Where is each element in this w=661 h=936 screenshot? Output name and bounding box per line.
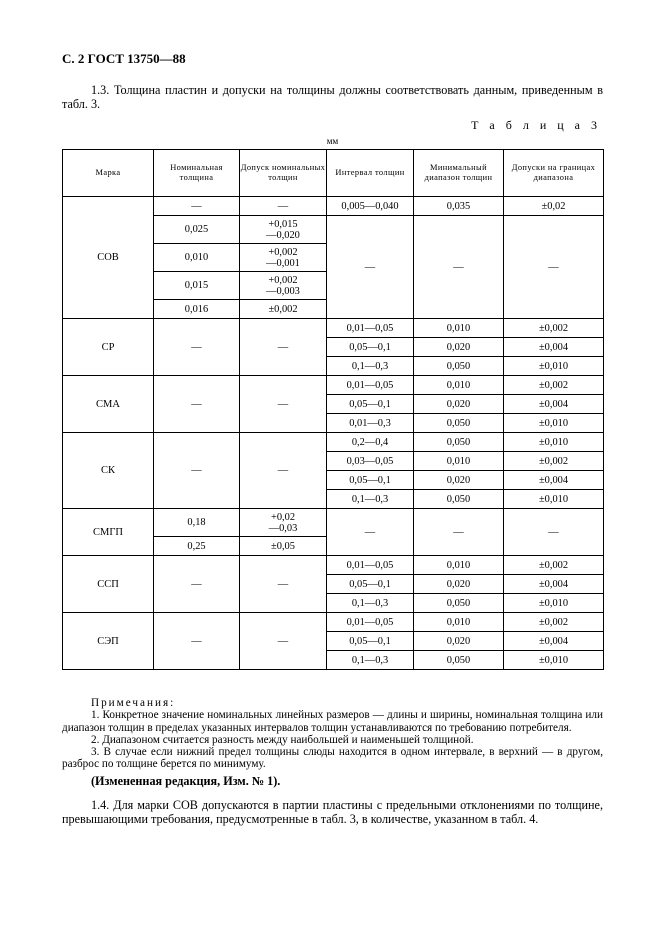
min-range-cell: — [414, 509, 504, 556]
thickness-table [62, 149, 604, 670]
tolerance-cell: ±0,002 [240, 300, 327, 319]
tolerance-cell: — [240, 319, 327, 376]
table-row [63, 376, 604, 395]
range-tolerance-cell: ±0,004 [504, 338, 604, 357]
range-tolerance-cell: ±0,004 [504, 471, 604, 490]
tolerance-cell: — [240, 197, 327, 216]
interval-cell: 0,05—0,1 [327, 575, 414, 594]
interval-cell: 0,01—0,05 [327, 556, 414, 575]
tolerance-cell [240, 509, 327, 537]
interval-cell: 0,03—0,05 [327, 452, 414, 471]
range-tolerance-cell: ±0,002 [504, 452, 604, 471]
interval-cell: 0,005—0,040 [327, 197, 414, 216]
table-row [63, 556, 604, 575]
range-tolerance-cell: ±0,002 [504, 319, 604, 338]
tolerance-cell: — [240, 556, 327, 613]
header-range-tolerance: Допуски на границах диапазона [504, 150, 604, 197]
nominal-cell: 0,010 [154, 244, 240, 272]
nominal-cell: — [154, 376, 240, 433]
tolerance-minus: —0,001 [266, 257, 300, 269]
tolerance-cell: ±0,05 [240, 537, 327, 556]
interval-cell: 0,01—0,05 [327, 376, 414, 395]
range-tolerance-cell: ±0,002 [504, 556, 604, 575]
interval-cell: — [327, 509, 414, 556]
nominal-cell: — [154, 613, 240, 670]
range-tolerance-cell: ±0,010 [504, 357, 604, 376]
range-tolerance-cell: ±0,010 [504, 594, 604, 613]
table-row [63, 613, 604, 632]
min-range-cell: 0,010 [414, 376, 504, 395]
range-tolerance-cell: ±0,010 [504, 433, 604, 452]
tolerance-cell: — [240, 376, 327, 433]
table-caption: Т а б л и ц а 3 [471, 118, 601, 132]
min-range-cell: 0,010 [414, 556, 504, 575]
interval-cell: 0,01—0,05 [327, 319, 414, 338]
tolerance-minus: —0,03 [268, 522, 298, 534]
interval-cell: 0,1—0,3 [327, 594, 414, 613]
range-tolerance-cell: — [504, 216, 604, 319]
header-mark: Марка [63, 150, 154, 197]
min-range-cell: 0,035 [414, 197, 504, 216]
min-range-cell: 0,020 [414, 395, 504, 414]
table-units: мм [326, 136, 339, 146]
notes-block [62, 697, 603, 771]
tolerance-plus: +0,02 [270, 511, 296, 523]
header-interval: Интервал толщин [327, 150, 414, 197]
min-range-cell: 0,020 [414, 575, 504, 594]
nominal-cell: — [154, 319, 240, 376]
table-header-row [63, 150, 604, 197]
tolerance-minus: —0,003 [266, 285, 300, 297]
nominal-cell: 0,025 [154, 216, 240, 244]
tolerance-cell [240, 216, 327, 244]
tolerance-minus: —0,020 [266, 229, 300, 241]
paragraph-1-3: 1.3. Толщина пластин и допуски на толщины должны соответствовать данным, приведенным в табл. 3. [62, 83, 603, 111]
note-item: 3. В случае если нижний предел толщины слюды находится в одном интервале, в верхний — в другом, разброс по толщине берется по минимуму. [62, 746, 603, 771]
page-header: С. 2 ГОСТ 13750—88 [62, 51, 186, 66]
min-range-cell: 0,010 [414, 452, 504, 471]
mark-cell: СМА [63, 376, 154, 433]
interval-cell: 0,05—0,1 [327, 471, 414, 490]
min-range-cell: — [414, 216, 504, 319]
interval-cell: 0,01—0,3 [327, 414, 414, 433]
nominal-cell: 0,016 [154, 300, 240, 319]
min-range-cell: 0,050 [414, 357, 504, 376]
interval-cell: — [327, 216, 414, 319]
header-tolerance: Допуск номинальных толщин [240, 150, 327, 197]
note-item: 2. Диапазоном считается разность между наибольшей и наименьшей толщиной. [91, 733, 474, 746]
min-range-cell: 0,050 [414, 414, 504, 433]
interval-cell: 0,1—0,3 [327, 357, 414, 376]
range-tolerance-cell: ±0,010 [504, 651, 604, 670]
min-range-cell: 0,050 [414, 433, 504, 452]
min-range-cell: 0,020 [414, 471, 504, 490]
interval-cell: 0,1—0,3 [327, 490, 414, 509]
table-row [63, 509, 604, 537]
notes-title: Примечания: [91, 697, 176, 709]
header-min-range: Минимальный диапазон толщин [414, 150, 504, 197]
table-row [63, 197, 604, 216]
tolerance-cell [240, 244, 327, 272]
note-item: 1. Конкретное значение номинальных линейных размеров — длины и ширины, номинальная толщина или диапазон толщин в пределах указанных интервалов толщин устанавливаются по требованию потребителя. [62, 709, 603, 734]
mark-cell: СК [63, 433, 154, 509]
nominal-cell: 0,18 [154, 509, 240, 537]
range-tolerance-cell: ±0,002 [504, 376, 604, 395]
mark-cell: СЭП [63, 613, 154, 670]
min-range-cell: 0,020 [414, 338, 504, 357]
range-tolerance-cell: — [504, 509, 604, 556]
tolerance-plus: +0,002 [268, 246, 298, 258]
min-range-cell: 0,020 [414, 632, 504, 651]
tolerance-cell: — [240, 613, 327, 670]
table-row [63, 433, 604, 452]
mark-cell: СР [63, 319, 154, 376]
range-tolerance-cell: ±0,004 [504, 395, 604, 414]
interval-cell: 0,05—0,1 [327, 632, 414, 651]
interval-cell: 0,05—0,1 [327, 395, 414, 414]
mark-cell: СМГП [63, 509, 154, 556]
interval-cell: 0,01—0,05 [327, 613, 414, 632]
min-range-cell: 0,050 [414, 594, 504, 613]
table-row [63, 319, 604, 338]
min-range-cell: 0,050 [414, 490, 504, 509]
nominal-cell: — [154, 556, 240, 613]
range-tolerance-cell: ±0,004 [504, 575, 604, 594]
min-range-cell: 0,010 [414, 613, 504, 632]
edition-note: (Измененная редакция, Изм. № 1). [91, 774, 281, 788]
nominal-cell: — [154, 197, 240, 216]
tolerance-plus: +0,015 [268, 218, 298, 230]
tolerance-cell [240, 272, 327, 300]
paragraph-1-4: 1.4. Для марки СОВ допускаются в партии пластины с предельными отклонениями по толщине, превышающими требования, предусмотренные в табл. 3, в количестве, указанном в табл. 4. [62, 798, 603, 826]
tolerance-cell: — [240, 433, 327, 509]
range-tolerance-cell: ±0,010 [504, 414, 604, 433]
interval-cell: 0,1—0,3 [327, 651, 414, 670]
range-tolerance-cell: ±0,010 [504, 490, 604, 509]
range-tolerance-cell: ±0,02 [504, 197, 604, 216]
mark-cell: ССП [63, 556, 154, 613]
min-range-cell: 0,050 [414, 651, 504, 670]
tolerance-plus: +0,002 [268, 274, 298, 286]
interval-cell: 0,2—0,4 [327, 433, 414, 452]
nominal-cell: — [154, 433, 240, 509]
interval-cell: 0,05—0,1 [327, 338, 414, 357]
min-range-cell: 0,010 [414, 319, 504, 338]
nominal-cell: 0,015 [154, 272, 240, 300]
nominal-cell: 0,25 [154, 537, 240, 556]
range-tolerance-cell: ±0,002 [504, 613, 604, 632]
mark-cell: СОВ [63, 197, 154, 319]
range-tolerance-cell: ±0,004 [504, 632, 604, 651]
header-nominal: Номинальная толщина [154, 150, 240, 197]
